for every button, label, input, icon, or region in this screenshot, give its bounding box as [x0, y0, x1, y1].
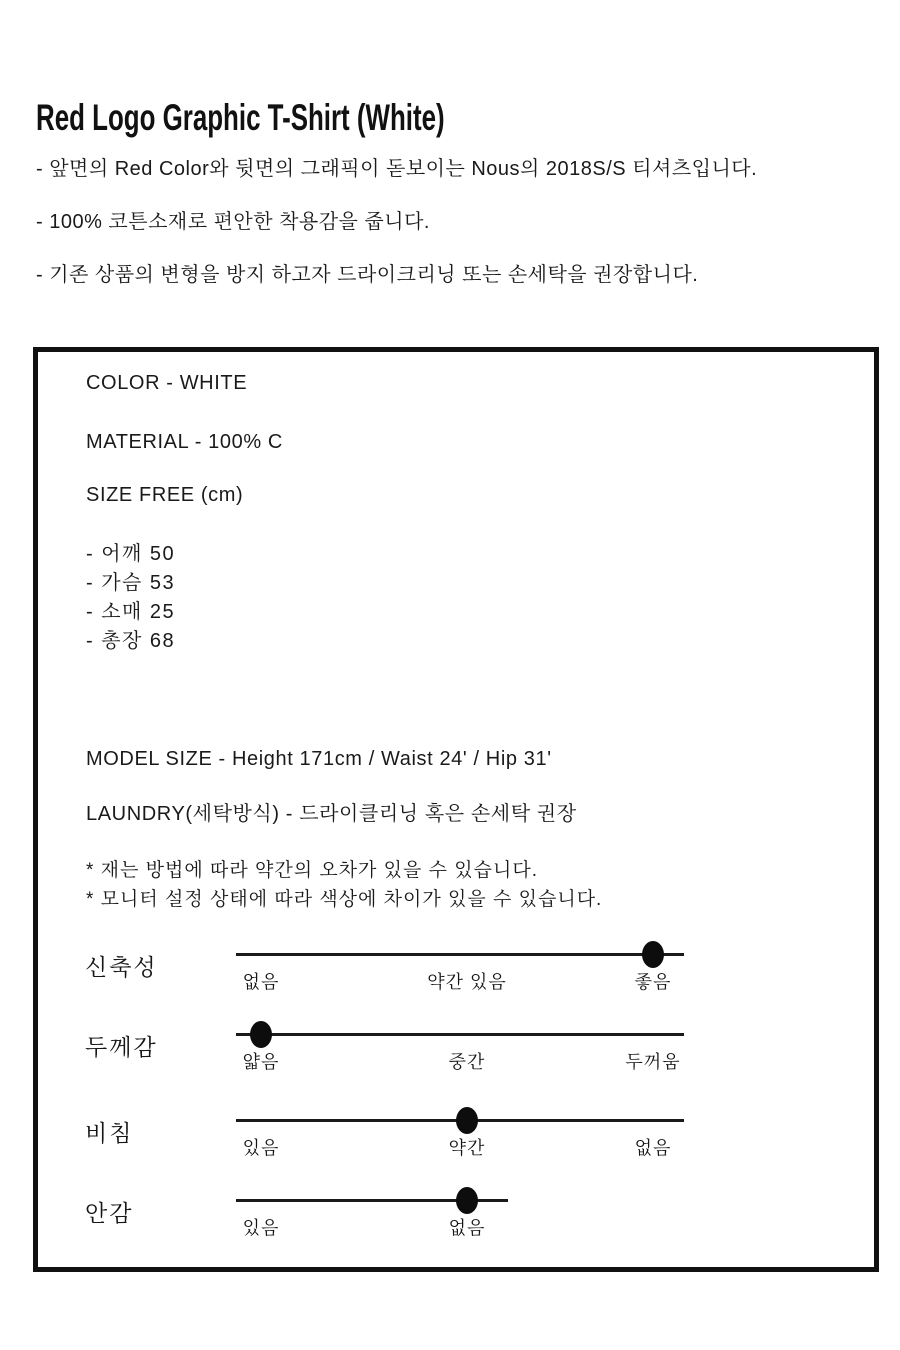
disclaimer-notes: [86, 856, 602, 914]
color-spec-line: COLOR - WHITE: [86, 372, 248, 394]
scale-selected-dot: [456, 1107, 478, 1134]
disclaimer-note: * 모니터 설정 상태에 따라 색상에 차이가 있을 수 있습니다.: [86, 889, 603, 910]
scale-option-label: 중간: [448, 1052, 486, 1072]
product-title: Red Logo Graphic T-Shirt (White): [36, 97, 445, 138]
scale-name-label: 신축성: [85, 954, 158, 980]
scale-line: [236, 1033, 684, 1036]
disclaimer-note: * 재는 방법에 따라 약간의 오차가 있을 수 있습니다.: [86, 860, 538, 881]
scale-line: [236, 953, 684, 956]
scale-name-label: 두께감: [85, 1034, 158, 1060]
size-measurement-item: - 소매 25: [86, 601, 176, 623]
model-size-line: MODEL SIZE - Height 171cm / Waist 24' / Hip 31': [86, 748, 552, 770]
size-measurement-list: [86, 540, 175, 656]
scale-row: [38, 1020, 874, 1080]
laundry-line: LAUNDRY(세탁방식) - 드라이클리닝 혹은 손세탁 권장: [86, 803, 577, 825]
scale-selected-dot: [642, 941, 664, 968]
scale-row: [38, 940, 874, 1000]
description-line: - 기존 상품의 변형을 방지 하고자 드라이크리닝 또는 손세탁을 권장합니다.: [36, 264, 699, 286]
size-measurement-item: - 가슴 53: [86, 572, 176, 594]
scale-row: [38, 1186, 874, 1246]
size-measurement-item: - 어깨 50: [86, 543, 176, 565]
scale-selected-dot: [250, 1021, 272, 1048]
scale-selected-dot: [456, 1187, 478, 1214]
scale-option-label: 있음: [242, 1138, 280, 1158]
material-spec-line: MATERIAL - 100% C: [86, 431, 283, 453]
scale-option-label: 없음: [448, 1218, 486, 1238]
scale-option-label: 얇음: [242, 1052, 280, 1072]
description-line: - 앞면의 Red Color와 뒷면의 그래픽이 돋보이는 Nous의 2018S/S 티셔츠입니다.: [36, 158, 758, 180]
description-line: - 100% 코튼소재로 편안한 착용감을 줍니다.: [36, 211, 430, 233]
scale-option-label: 약간 있음: [427, 972, 507, 992]
scale-option-label: 두꺼움: [625, 1052, 681, 1072]
scale-name-label: 비침: [85, 1120, 134, 1146]
scale-row: [38, 1106, 874, 1166]
scale-option-label: 좋음: [634, 972, 672, 992]
spec-box: [33, 347, 879, 1272]
scale-name-label: 안감: [85, 1200, 134, 1226]
scale-option-label: 없음: [242, 972, 280, 992]
scale-option-label: 약간: [448, 1138, 486, 1158]
size-measurement-item: - 총장 68: [86, 630, 176, 652]
scale-option-label: 없음: [634, 1138, 672, 1158]
size-heading: SIZE FREE (cm): [86, 484, 244, 506]
scale-option-label: 있음: [242, 1218, 280, 1238]
